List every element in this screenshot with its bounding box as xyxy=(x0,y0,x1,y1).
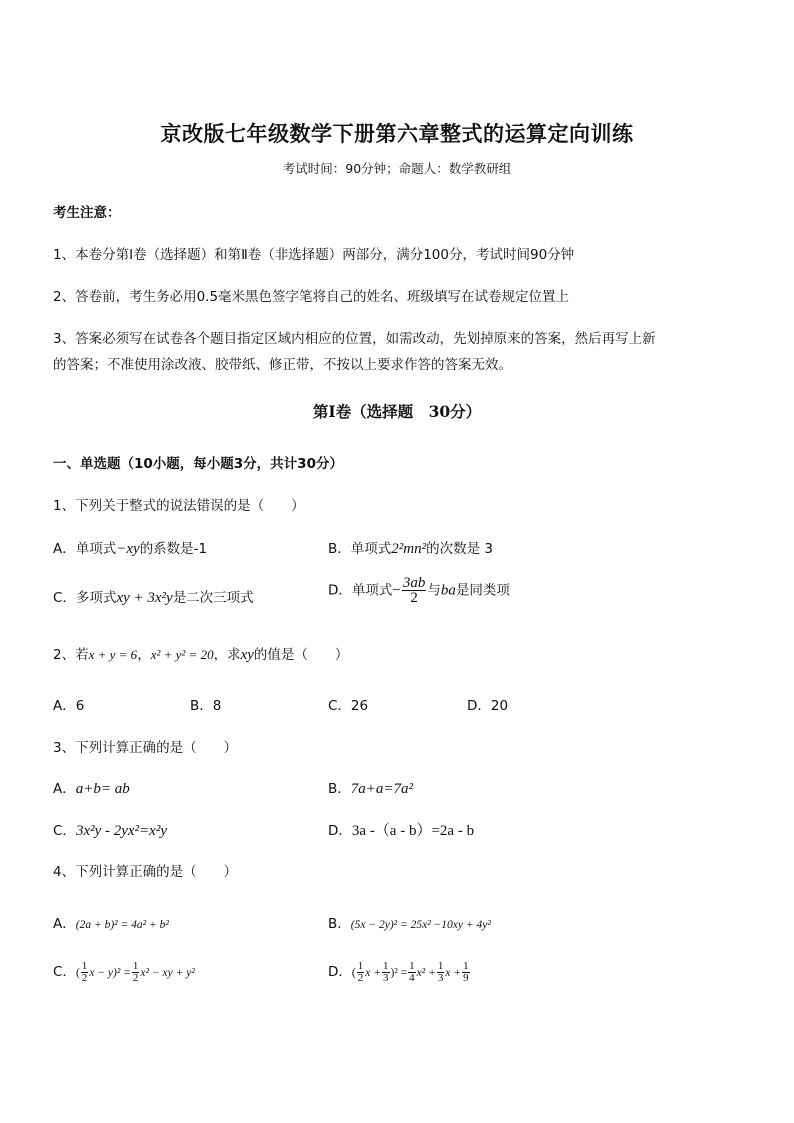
q4-d-frac-2 xyxy=(382,961,390,984)
q1-d-denominator: 2 xyxy=(410,590,418,606)
q2-option-a[interactable]: A．6 xyxy=(53,698,85,714)
q3-c-label: C． xyxy=(53,823,76,839)
q4-d-frac-3-num: 1 xyxy=(409,959,415,972)
q4-d-label: D． xyxy=(328,964,352,980)
q1-a-post: 的系数是-1 xyxy=(139,541,208,557)
q2-condition-2: x² + y² = 20 xyxy=(150,647,214,662)
notice-item-3-line-2: 的答案；不准使用涂改液、胶带纸、修正带，不按以上要求作答的答案无效。 xyxy=(53,357,512,373)
notice-item-2: 2、答卷前，考生务必用0.5毫米黑色签字笔将自己的姓名、班级填写在试卷规定位置上 xyxy=(53,289,570,305)
q4-c-frac-2 xyxy=(132,961,140,984)
q4-option-c[interactable] xyxy=(53,960,195,984)
q1-option-c[interactable] xyxy=(53,586,254,607)
q4-option-a[interactable] xyxy=(53,912,169,932)
q3-c-expr: 3x²y - 2yx²=x²y xyxy=(75,823,167,839)
q2-stem-post: 的值是（ ） xyxy=(253,647,349,663)
q1-option-a[interactable] xyxy=(53,537,207,558)
notice-item-3-line-1: 3、答案必须写在试卷各个题目指定区域内相应的位置，如需改动，先划掉原来的答案，然后再写上新 xyxy=(53,331,656,347)
q2-stem xyxy=(53,643,348,664)
q1-d-minus: − xyxy=(392,582,401,599)
section-title: 第Ⅰ卷（选择题 30分） xyxy=(312,402,482,421)
q3-stem: 3、下列计算正确的是（ ） xyxy=(53,740,238,756)
q1-b-expr: 2²mn² xyxy=(391,541,427,557)
q1-a-pre: A．单项式 xyxy=(53,541,117,557)
q4-a-label: A． xyxy=(53,916,76,932)
q4-c-frac-2-num: 1 xyxy=(132,959,139,972)
q4-b-expr: (5x − 2y)² = 25x² −10xy + 4y² xyxy=(350,919,491,931)
q1-d-post: 是同类项 xyxy=(455,582,510,599)
q3-option-d[interactable] xyxy=(328,819,474,840)
exam-subtitle: 考试时间：90分钟；命题人：数学教研组 xyxy=(282,161,512,176)
q4-d-part-3: x² + xyxy=(416,967,436,979)
q4-d-frac-5 xyxy=(462,961,470,984)
q1-b-post: 的次数是 3 xyxy=(426,541,493,557)
q4-option-b[interactable] xyxy=(328,912,491,932)
q3-d-label: D． xyxy=(328,823,352,839)
q4-c-part-2: x² − xy + y² xyxy=(140,967,195,979)
q4-d-frac-4 xyxy=(437,961,445,984)
q3-option-a[interactable] xyxy=(53,777,130,798)
q4-c-frac-1 xyxy=(81,961,89,984)
q4-d-frac-3 xyxy=(408,961,416,984)
q3-b-expr: 7a+a=7a² xyxy=(350,781,414,797)
q4-c-label: C． xyxy=(53,964,76,980)
q1-d-mid: 与 xyxy=(427,582,441,599)
q4-d-frac-1 xyxy=(357,961,365,984)
q3-option-b[interactable] xyxy=(328,777,413,798)
exam-title: 京改版七年级数学下册第六章整式的运算定向训练 xyxy=(160,121,634,146)
notice-heading: 考生注意： xyxy=(53,205,121,221)
q4-d-frac-5-den: 9 xyxy=(463,971,469,984)
q4-d-frac-2-den: 3 xyxy=(383,971,389,984)
q4-c-frac-1-num: 1 xyxy=(81,959,88,972)
q3-d-expr: 3a -（a - b）=2a - b xyxy=(351,823,475,839)
q1-c-pre: C．多项式 xyxy=(53,590,117,606)
q4-d-part-2: )² = xyxy=(390,967,408,979)
q4-a-expr: (2a + b)² = 4a² + b² xyxy=(75,919,169,931)
q4-c-frac-2-den: 2 xyxy=(132,971,139,984)
q1-b-pre: B．单项式 xyxy=(328,541,392,557)
q2-option-d[interactable]: D．20 xyxy=(467,698,509,714)
q2-option-c[interactable]: C．26 xyxy=(328,698,369,714)
q2-target: xy xyxy=(240,647,254,663)
notice-item-1: 1、本卷分第Ⅰ卷（选择题）和第Ⅱ卷（非选择题）两部分，满分100分，考试时间90分钟 xyxy=(53,247,575,263)
q4-option-d[interactable] xyxy=(328,960,471,984)
q4-d-frac-4-den: 3 xyxy=(437,971,444,984)
q2-condition-1: x + y = 6 xyxy=(88,647,138,662)
q4-d-frac-2-num: 1 xyxy=(383,959,389,972)
q4-c-part-1: x − y)² = xyxy=(89,967,131,979)
q1-a-expr: −xy xyxy=(116,541,140,557)
q1-d-expr: ba xyxy=(440,582,456,599)
q1-d-numerator: 3ab xyxy=(402,575,426,591)
q1-c-post: 是二次三项式 xyxy=(172,590,254,606)
q3-a-label: A． xyxy=(53,781,76,797)
q4-c-paren: ( xyxy=(75,967,80,979)
q1-d-fraction xyxy=(402,576,427,605)
section-part-heading: 一、单选题（10小题，每小题3分，共计30分） xyxy=(53,456,343,472)
q3-a-expr: a+b= ab xyxy=(75,781,130,797)
q4-d-part-1: x + xyxy=(365,967,381,979)
q2-stem-pre: 2、若 xyxy=(53,647,89,663)
q4-stem: 4、下列计算正确的是（ ） xyxy=(53,864,238,880)
q1-d-pre: D．单项式 xyxy=(328,582,393,599)
q4-d-frac-5-num: 1 xyxy=(463,959,469,972)
q4-d-frac-4-num: 1 xyxy=(437,959,444,972)
q1-stem: 1、下列关于整式的说法错误的是（ ） xyxy=(53,498,305,514)
q4-d-paren: ( xyxy=(351,967,356,979)
q1-option-d[interactable] xyxy=(328,576,510,605)
q2-option-b[interactable]: B．8 xyxy=(190,698,222,714)
q1-option-b[interactable] xyxy=(328,537,493,558)
q1-c-expr: xy + 3x²y xyxy=(116,590,173,606)
q2-stem-mid: ，求 xyxy=(213,647,241,663)
q4-b-label: B． xyxy=(328,916,351,932)
q4-c-frac-1-den: 2 xyxy=(81,971,88,984)
q4-d-part-4: x + xyxy=(445,967,462,979)
q3-b-label: B． xyxy=(328,781,351,797)
q4-d-frac-1-num: 1 xyxy=(357,959,364,972)
q2-sep: ， xyxy=(137,647,151,663)
q4-d-frac-1-den: 2 xyxy=(357,971,364,984)
q3-option-c[interactable] xyxy=(53,819,167,840)
q4-d-frac-3-den: 4 xyxy=(409,971,415,984)
